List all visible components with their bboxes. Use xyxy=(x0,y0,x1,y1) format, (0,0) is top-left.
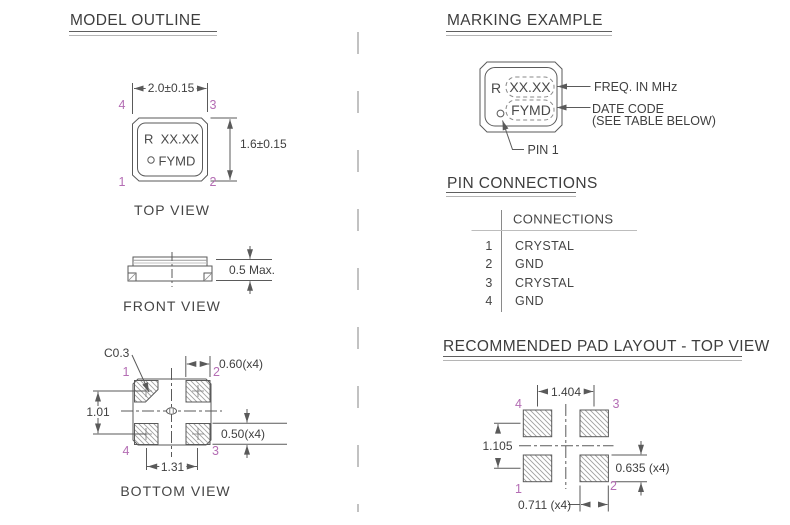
pin1-dot-marking xyxy=(497,110,504,117)
top-view-pin-4: 4 xyxy=(118,97,126,112)
pin-row-4-connection: GND xyxy=(515,293,544,308)
package-outline-top xyxy=(133,118,208,181)
bottom-view-pin-3: 3 xyxy=(212,443,219,458)
pin-row-1-connection: CRYSTAL xyxy=(515,238,575,253)
top-view-pin-3: 3 xyxy=(209,97,217,112)
top-view-pin-2: 2 xyxy=(209,174,217,189)
datecode-callout-line2: (SEE TABLE BELOW) xyxy=(592,113,716,128)
layout-pad-height-dim: 0.635 (x4) xyxy=(615,461,670,476)
pad-layout-heading: RECOMMENDED PAD LAYOUT - TOP VIEW xyxy=(443,338,770,355)
layout-pin-3: 3 xyxy=(612,396,620,411)
pin-row-4-number: 4 xyxy=(485,293,493,308)
bottom-view-pin-2: 2 xyxy=(213,364,220,379)
marking-freq-value: XX.XX xyxy=(509,79,551,95)
bottom-view-pin-4: 4 xyxy=(122,443,130,458)
bottom-view-chamfer-label: C0.3 xyxy=(104,346,130,360)
marking-date-value: FYMD xyxy=(511,102,551,118)
bottom-view-pad-width-dim: 0.60(x4) xyxy=(219,357,264,371)
top-view-marking-line1: R XX.XX xyxy=(144,131,199,146)
front-view-lid xyxy=(133,257,207,266)
freq-callout-label: FREQ. IN MHz xyxy=(594,79,678,94)
layout-pad-3 xyxy=(580,410,608,437)
pin-row-3-connection: CRYSTAL xyxy=(515,275,575,290)
pin-row-2-connection: GND xyxy=(515,256,544,271)
top-view-width-dim: 2.0±0.15 xyxy=(147,81,195,95)
front-view-body xyxy=(128,266,212,281)
front-view-caption: FRONT VIEW xyxy=(123,298,221,314)
bottom-view-center-h-dim: 1.31 xyxy=(160,459,185,474)
model-outline-heading: MODEL OUTLINE xyxy=(70,12,202,29)
bottom-view-center-v-dim: 1.01 xyxy=(86,405,110,419)
pad-layout-underline xyxy=(443,356,742,361)
datecode-callout-line1: DATE CODE xyxy=(592,101,664,116)
pin-connections-underline xyxy=(446,192,576,197)
top-view-pin-1: 1 xyxy=(118,174,126,189)
marking-example-heading: MARKING EXAMPLE xyxy=(447,12,603,29)
layout-pin-2: 2 xyxy=(610,478,617,493)
layout-pad-2 xyxy=(580,455,608,482)
marking-example-underline xyxy=(446,31,612,36)
model-outline-underline xyxy=(69,31,217,36)
pin-row-2-number: 2 xyxy=(485,256,493,271)
pin1-callout-label: PIN 1 xyxy=(527,142,559,157)
marking-prefix: R xyxy=(491,79,502,96)
pin-connections-heading: PIN CONNECTIONS xyxy=(447,175,598,192)
package-outline-marking xyxy=(480,62,562,132)
top-view-caption: TOP VIEW xyxy=(134,202,210,218)
layout-pad-width-dim: 0.711 (x4) xyxy=(518,497,572,512)
top-view-height-dim: 1.6±0.15 xyxy=(240,137,287,151)
top-view-marking-line2: FYMD xyxy=(158,153,196,168)
connections-column-header: CONNECTIONS xyxy=(513,211,614,227)
bottom-view-pin-1: 1 xyxy=(122,364,130,379)
layout-center-h-dim: 1.404 xyxy=(550,384,582,399)
pin-row-1-number: 1 xyxy=(485,238,493,253)
center-datum-mark xyxy=(167,408,177,414)
layout-pin-1: 1 xyxy=(515,481,522,496)
layout-pin-4: 4 xyxy=(515,396,522,411)
layout-pad-4 xyxy=(523,410,551,437)
layout-pad-1 xyxy=(523,455,551,482)
pin1-dot-top-view xyxy=(148,157,154,163)
pin1-leader-line xyxy=(503,121,525,150)
bottom-view-pad-height-dim: 0.50(x4) xyxy=(221,426,266,441)
layout-center-v-dim: 1.105 xyxy=(482,438,513,453)
front-view-height-dim: 0.5 Max. xyxy=(229,263,276,277)
pin-row-3-number: 3 xyxy=(485,275,493,290)
bottom-view-caption: BOTTOM VIEW xyxy=(120,483,231,499)
